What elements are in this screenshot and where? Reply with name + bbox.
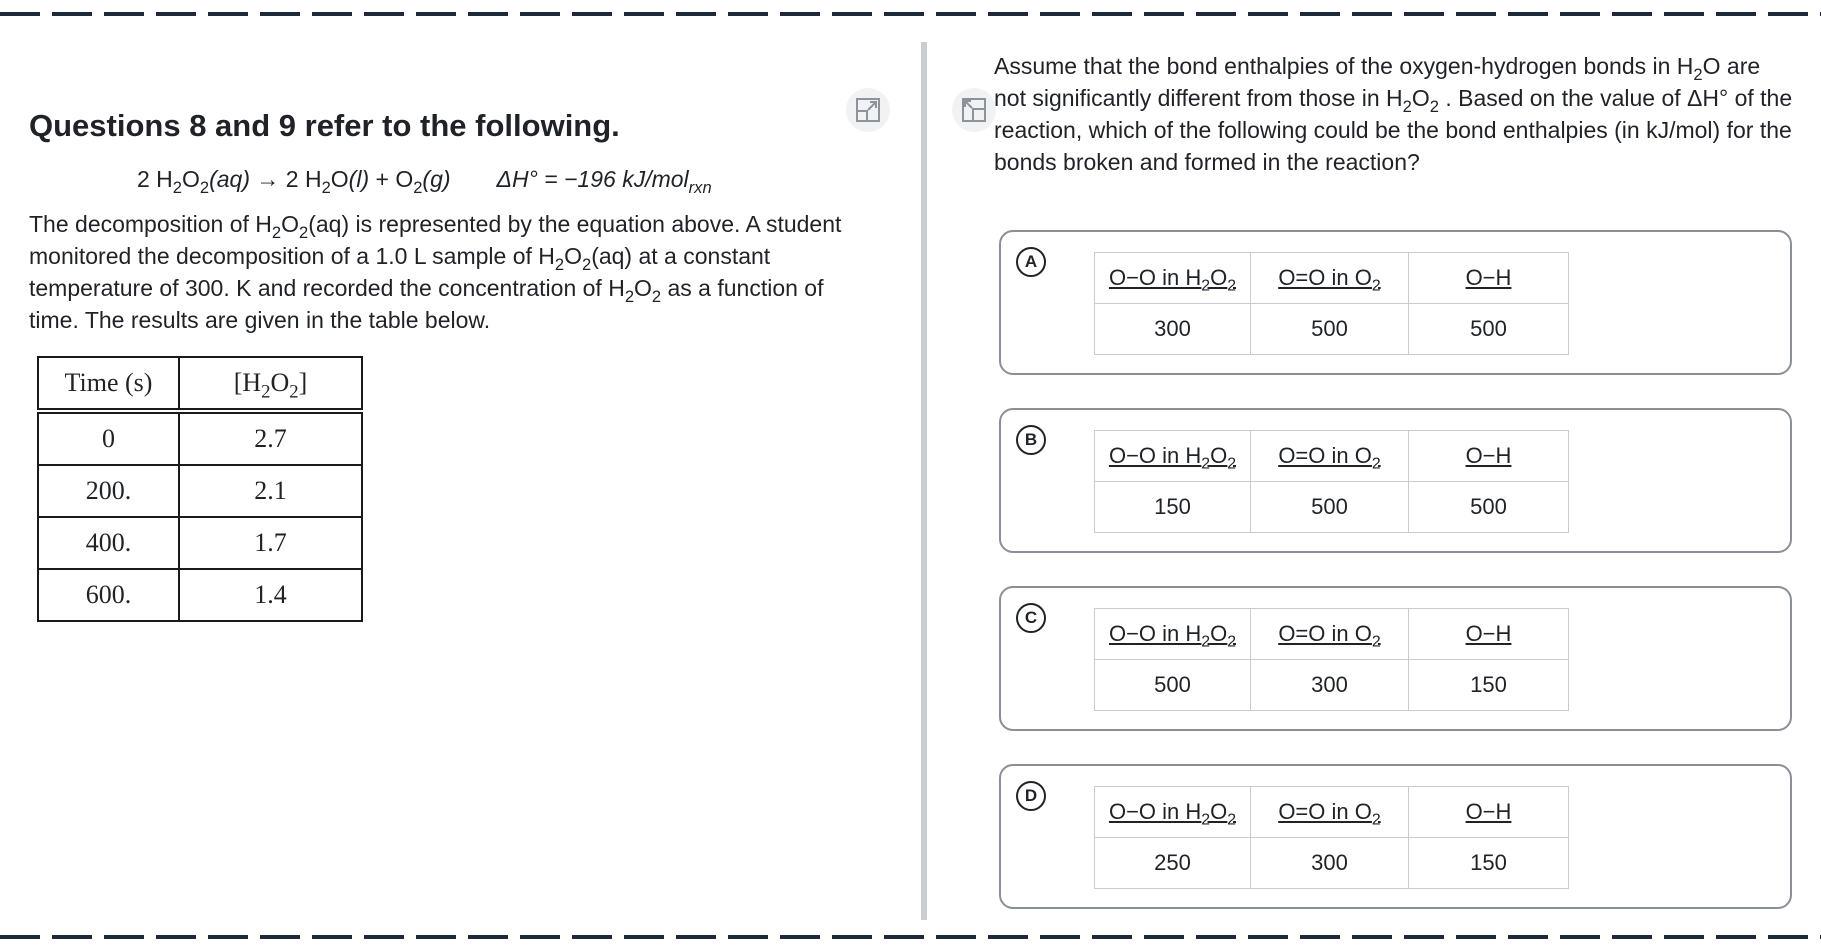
table-row (1095, 482, 1569, 533)
oh-header: O−H (1409, 787, 1569, 838)
table-row (1095, 838, 1569, 889)
passage-text: The decomposition of $H_2O_2(aq)$ is represented by the equation above. A student monitored the decomposition of a 1.0 L sample of $H_2O_2(aq)$ at a constant temperature of 300. K and recorded the concentration of $H_2O_2$ as a function of time. The results are given in the table below. (29, 211, 842, 333)
oo-value: 250 (1095, 838, 1251, 889)
oo-header: O−O in $H_2O_2$ (1095, 431, 1251, 482)
concentration-table (37, 356, 363, 622)
concentration-cell: 1.4 (179, 569, 362, 621)
choice-letter: C (1016, 603, 1046, 633)
answer-choice-c[interactable] (999, 586, 1792, 731)
top-dashed-border (0, 12, 1821, 16)
oo-value: 150 (1095, 482, 1251, 533)
concentration-cell: 1.7 (179, 517, 362, 569)
choice-table (1094, 430, 1569, 533)
expand-passage-button[interactable] (846, 88, 890, 132)
table-row (1095, 660, 1569, 711)
question-text: Assume that the bond enthalpies of the oxygen-hydrogen bonds in $H_2O$ are not significantly different from those in $H_2O_2$ . Based on the value of ΔH° of the reaction, which of the following could be the bond enthalpies (in kJ/mol) for the bonds broken and formed in the reaction? (994, 53, 1793, 175)
oo-value: 300 (1095, 304, 1251, 355)
choice-letter: D (1016, 781, 1046, 811)
enthalpy-label: ΔH° = −196 kJ/mol (496, 166, 689, 192)
o2-value: 500 (1251, 482, 1409, 533)
concentration-cell: 2.7 (179, 411, 362, 465)
oh-header: O−H (1409, 253, 1569, 304)
choice-letter: A (1016, 247, 1046, 277)
table-row (38, 411, 362, 465)
table-row (38, 465, 362, 517)
passage-heading: Questions 8 and 9 refer to the following. (29, 108, 620, 143)
reaction-equation: 2 $H_2O_2(aq) \to 2$ $H_2O(l) + O_2(g) \Delta H^\circ = -196$ kJ/mol$_{rxn}$ (137, 166, 712, 197)
collapse-question-button[interactable] (952, 88, 996, 132)
time-cell: 0 (38, 411, 179, 465)
concentration-column-header: $[H_2O_2]$ (179, 357, 362, 411)
choice-table (1094, 608, 1569, 711)
oo-value: 500 (1095, 660, 1251, 711)
answer-choice-b[interactable] (999, 408, 1792, 553)
bottom-dashed-border (0, 935, 1821, 939)
table-row (1095, 304, 1569, 355)
concentration-cell: 2.1 (179, 465, 362, 517)
time-column-header: Time (s) (38, 357, 179, 411)
o2-value: 500 (1251, 304, 1409, 355)
oh-header: O−H (1409, 431, 1569, 482)
choice-table (1094, 252, 1569, 355)
time-cell: 400. (38, 517, 179, 569)
oh-value: 150 (1409, 660, 1569, 711)
question-pane (928, 40, 1821, 920)
o2-value: 300 (1251, 838, 1409, 889)
oo-header: O−O in $H_2O_2$ (1095, 609, 1251, 660)
answer-choice-a[interactable] (999, 230, 1792, 375)
oh-value: 500 (1409, 482, 1569, 533)
expand-icon (854, 96, 882, 124)
oh-header: O−H (1409, 609, 1569, 660)
oo-header: O−O in $H_2O_2$ (1095, 787, 1251, 838)
o2-header: O=O in $O_2$ (1251, 609, 1409, 660)
choice-letter: B (1016, 425, 1046, 455)
passage-pane (0, 40, 915, 920)
o2-header: O=O in $O_2$ (1251, 253, 1409, 304)
oh-value: 150 (1409, 838, 1569, 889)
time-cell: 600. (38, 569, 179, 621)
oo-header: O−O in $H_2O_2$ (1095, 253, 1251, 304)
table-row (38, 569, 362, 621)
collapse-icon (960, 96, 988, 124)
answer-choice-d[interactable] (999, 764, 1792, 909)
table-row (38, 517, 362, 569)
o2-value: 300 (1251, 660, 1409, 711)
o2-header: O=O in $O_2$ (1251, 787, 1409, 838)
pane-resize-divider[interactable] (921, 42, 927, 920)
time-cell: 200. (38, 465, 179, 517)
oh-value: 500 (1409, 304, 1569, 355)
choice-table (1094, 786, 1569, 889)
o2-header: O=O in $O_2$ (1251, 431, 1409, 482)
